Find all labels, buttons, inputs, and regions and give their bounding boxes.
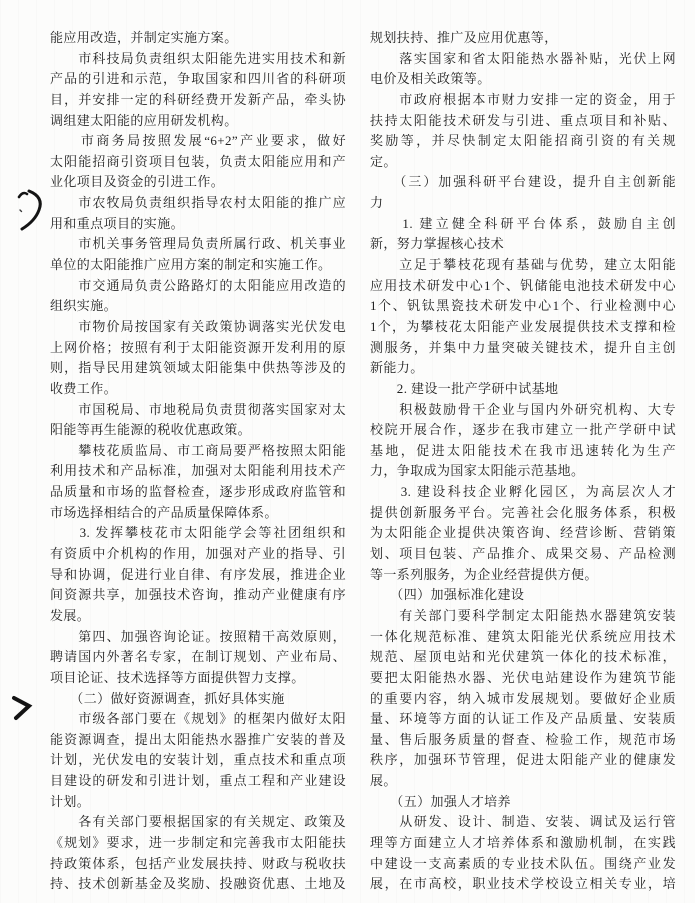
text-line: 基地，促进太阳能技术在我市迅速转化为生产 bbox=[370, 442, 676, 458]
text-line: 市场选择相结合的产品质量保障体系。 bbox=[50, 504, 278, 520]
text-line: 间资源共享，加强技术咨询，推动产业健康有序 bbox=[50, 587, 346, 603]
text-line: 市级各部门要在《规划》的框架内做好太阳 bbox=[50, 711, 346, 727]
text-line: 从研发、设计、制造、安装、调试及运行管 bbox=[370, 814, 676, 830]
text-line: 1个、钒钛黑瓷技术研发中心1个、行业检测中心 bbox=[370, 298, 676, 314]
text-line: （三）加强科研平台建设，提升自主创新能 bbox=[370, 174, 676, 190]
text-line: 品质量和市场的监督检查，逐步形成政府监管和 bbox=[50, 484, 346, 500]
text-line: 电价及相关政策等。 bbox=[370, 71, 491, 87]
right-text-column bbox=[370, 28, 676, 895]
text-line: 新能力。 bbox=[370, 360, 424, 376]
text-line: 为太阳能企业提供决策咨询、经营诊断、营销策 bbox=[370, 525, 676, 541]
text-line: （五）加强人才培养 bbox=[370, 793, 511, 809]
text-line: 等一系列服务，为企业经营提供方便。 bbox=[370, 566, 598, 582]
text-line: 积极鼓励骨干企业与国内外研究机构、大专 bbox=[370, 401, 676, 417]
text-line: 用和重点项目的实施。 bbox=[50, 215, 185, 231]
text-line: 单位的太阳能推广应用方案的制定和实施工作。 bbox=[50, 257, 332, 273]
text-line: 量、售后服务质量的督查、检验工作，规范市场 bbox=[370, 731, 676, 747]
text-line: 发展。 bbox=[50, 607, 91, 623]
text-line: 市国税局、市地税局负责贯彻落实国家对太 bbox=[50, 401, 346, 417]
text-line: 理等方面建立人才培养体系和激励机制，在实践 bbox=[370, 834, 676, 850]
text-line: 《规划》要求，进一步制定和完善我市太阳能扶 bbox=[50, 834, 346, 850]
text-line: 阳能等再生能源的税收优惠政策。 bbox=[50, 422, 252, 438]
text-line: 有资质中介机构的作用，加强对产业的指导、引 bbox=[50, 546, 346, 562]
text-line: 新，努力掌握核心技术 bbox=[370, 236, 505, 252]
text-line: 计划，光伏发电的安装计划，重点技术和重点项 bbox=[50, 752, 346, 768]
text-line: 项目论证、技术选择等方面提供智力支撑。 bbox=[50, 669, 305, 685]
text-line: 第四、加强咨询论证。按照精干高效原则， bbox=[50, 628, 346, 644]
text-line: 市物价局按国家有关政策协调落实光伏发电 bbox=[50, 318, 346, 334]
text-line: 能资源调查，提出太阳能热水器推广安装的普及 bbox=[50, 731, 346, 747]
text-line: 力，争取成为国家太阳能示范基地。 bbox=[370, 463, 585, 479]
text-line: 计划。 bbox=[50, 793, 91, 809]
text-line: 有关部门要科学制定太阳能热水器建筑安装 bbox=[370, 607, 676, 623]
text-line: 上网价格；按照有利于太阳能资源开发利用的原 bbox=[50, 339, 346, 355]
text-line: 组织实施。 bbox=[50, 298, 118, 314]
text-line: 3. 建设科技企业孵化园区，为高层次人才 bbox=[370, 484, 676, 500]
text-line: 持政策体系，包括产业发展扶持、财政与税收扶 bbox=[50, 855, 346, 871]
text-line: 的重要内容，纳入城市发展规划。要做好企业质 bbox=[370, 690, 676, 706]
text-line: 市科技局负责组织太阳能先进实用技术和新 bbox=[50, 50, 346, 66]
text-line: 业化项目及资金的引进工作。 bbox=[50, 174, 225, 190]
text-line: 立足于攀枝花现有基础与优势，建立太阳能 bbox=[370, 257, 676, 273]
text-line: （二）做好资源调查，抓好具体实施 bbox=[50, 690, 285, 706]
text-line: 中建设一支高素质的专业技术队伍。围绕产业发 bbox=[370, 855, 676, 871]
text-line: 聘请国内外著名专家，在制订规划、产业布局、 bbox=[50, 649, 346, 665]
text-line: 扶持太阳能技术研发与引进、重点项目和补贴、 bbox=[370, 112, 676, 128]
text-line: 各有关部门要根据国家的有关规定、政策及 bbox=[50, 814, 346, 830]
handwritten-hook-stroke-icon bbox=[14, 188, 48, 236]
text-line: 一体化规范标准、建筑太阳能光伏系统应用技术 bbox=[370, 628, 676, 644]
text-line: 展。 bbox=[370, 773, 397, 789]
text-line: 调组建太阳能的应用研发机构。 bbox=[50, 112, 238, 128]
text-line: 力 bbox=[370, 195, 384, 211]
text-line: 测服务，并集中力量突破关键技术，提升自主创 bbox=[370, 339, 676, 355]
text-line: 秩序，加强环节管理，促进太阳能产业的健康发 bbox=[370, 752, 676, 768]
text-line: 规范、屋顶电站和光伏建筑一体化的技术标准， bbox=[370, 649, 676, 665]
text-line: 展，在市高校，职业技术学校设立相关专业，培 bbox=[370, 876, 676, 892]
text-line: 市交通局负责公路路灯的太阳能应用改造的 bbox=[50, 277, 346, 293]
left-text-column bbox=[50, 28, 346, 895]
text-line: 太阳能招商引资项目包装，负责太阳能应用和产 bbox=[50, 153, 346, 169]
text-line: 收费工作。 bbox=[50, 380, 118, 396]
text-line: 奖励等，并尽快制定太阳能招商引资的有关规 bbox=[370, 133, 676, 149]
text-line: （四）加强标准化建设 bbox=[370, 587, 525, 603]
text-line: 量、环境等方面的认证工作及产品质量、安装质 bbox=[370, 711, 676, 727]
text-line: 定。 bbox=[370, 153, 397, 169]
text-line: 市商务局按照发展“6+2”产业要求，做好 bbox=[50, 133, 346, 149]
text-line: 目建设的研发和引进计划，重点工程和产业建设 bbox=[50, 773, 346, 789]
text-line: 目，并安排一定的科研经费开发新产品，牵头协 bbox=[50, 91, 346, 107]
text-line: 能应用改造，并制定实施方案。 bbox=[50, 30, 238, 45]
handwritten-arrow-stroke-icon bbox=[10, 694, 36, 722]
text-line: 持、技术创新基金及奖励、投融资优惠、土地及 bbox=[50, 876, 346, 892]
text-line: 规划扶持、推广及应用优惠等， bbox=[370, 30, 558, 45]
text-line: 要把太阳能热水器、光伏电站建设作为建筑节能 bbox=[370, 669, 676, 685]
text-line: 校院开展合作，逐步在我市建立一批产学研中试 bbox=[370, 422, 676, 438]
text-line: 应用技术研发中心1个、钒储能电池技术研发中心 bbox=[370, 277, 676, 293]
text-line: 提供创新服务平台。完善社会化服务体系，积极 bbox=[370, 504, 676, 520]
text-line: 1个，为攀枝花太阳能产业发展提供技术支撑和检 bbox=[370, 318, 676, 334]
text-line: 产品的引进和示范，争取国家和四川省的科研项 bbox=[50, 71, 346, 87]
text-line: 划、项目包装、产品推介、成果交易、产品检测 bbox=[370, 546, 676, 562]
text-line: 落实国家和省太阳能热水器补贴，光伏上网 bbox=[370, 50, 676, 66]
text-line: 1. 建立健全科研平台体系，鼓励自主创 bbox=[370, 215, 676, 231]
text-line: 攀枝花质监局、市工商局要严格按照太阳能 bbox=[50, 442, 346, 458]
text-line: 利用技术和产品标准，加强对太阳能利用技术产 bbox=[50, 463, 346, 479]
text-line: 市政府根据本市财力安排一定的资金，用于 bbox=[370, 91, 676, 107]
text-line: 导和协调，促进行业自律、有序发展，推进企业 bbox=[50, 566, 346, 582]
text-line: 2. 建设一批产学研中试基地 bbox=[370, 380, 559, 396]
text-line: 3. 发挥攀枝花市太阳能学会等社团组织和 bbox=[50, 525, 346, 541]
text-line: 市农牧局负责组织指导农村太阳能的推广应 bbox=[50, 195, 346, 211]
text-line: 则，指导民用建筑领域太阳能集中供热等涉及的 bbox=[50, 360, 346, 376]
text-line: 市机关事务管理局负责所属行政、机关事业 bbox=[50, 236, 346, 252]
